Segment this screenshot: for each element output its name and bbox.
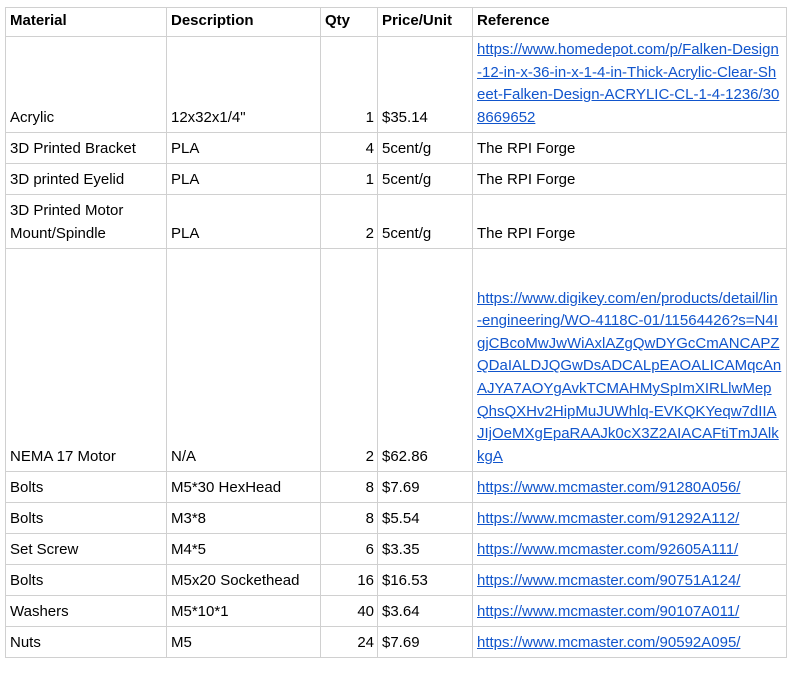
reference-cell[interactable] — [473, 164, 787, 195]
qty-cell[interactable]: 24 — [321, 627, 378, 658]
reference-cell[interactable] — [473, 472, 787, 503]
price-cell[interactable]: $62.86 — [378, 249, 473, 472]
description-cell[interactable]: M5*30 HexHead — [167, 472, 321, 503]
header-description[interactable]: Description — [167, 8, 321, 37]
reference-link[interactable]: https://www.mcmaster.com/90592A095/ — [477, 633, 741, 651]
description-cell[interactable]: PLA — [167, 164, 321, 195]
price-cell[interactable]: $16.53 — [378, 565, 473, 596]
reference-cell[interactable] — [473, 133, 787, 164]
header-reference[interactable]: Reference — [473, 8, 787, 37]
material-cell[interactable]: Nuts — [6, 627, 167, 658]
material-cell[interactable]: NEMA 17 Motor — [6, 249, 167, 472]
table-row — [6, 164, 787, 195]
reference-cell[interactable] — [473, 565, 787, 596]
reference-link[interactable]: https://www.homedepot.com/p/Falken-Design-12-in-x-36-in-x-1-4-in-Thick-Acrylic-Clear-Sheet-Falken-Design-ACRYLIC-CL-1-4-1236/308669652 — [477, 41, 780, 126]
table-row — [6, 133, 787, 164]
table-row — [6, 565, 787, 596]
description-cell[interactable]: PLA — [167, 195, 321, 249]
material-cell[interactable]: 3D Printed Motor Mount/Spindle — [6, 195, 167, 249]
qty-cell[interactable]: 2 — [321, 249, 378, 472]
description-cell[interactable]: M5x20 Sockethead — [167, 565, 321, 596]
description-cell[interactable]: M5 — [167, 627, 321, 658]
table-row — [6, 472, 787, 503]
reference-cell[interactable] — [473, 534, 787, 565]
table-row — [6, 249, 787, 472]
reference-link[interactable]: https://www.digikey.com/en/products/detail/lin-engineering/WO-4118C-01/11564426?s=N4IgjCBcoMwJwWiAxlAZgQwDYGcCmANCAPZQDaIALDJQGwDsADCALpEAOALICAMqcAnAJYA7AOYgAvkTCMAHMySpImXIRLlwMepQhsQXHv2HipMuJUWhlq-EVKQKYeqw7dIIAJIjOeMXgEpaRAAJk0cX3Z2AIACAFtiTmJAlkkgA — [477, 289, 782, 465]
qty-cell[interactable]: 8 — [321, 503, 378, 534]
description-cell[interactable]: M4*5 — [167, 534, 321, 565]
material-cell[interactable]: Washers — [6, 596, 167, 627]
parts-table — [5, 7, 787, 658]
material-cell[interactable]: Set Screw — [6, 534, 167, 565]
table-row — [6, 37, 787, 133]
description-cell[interactable]: M3*8 — [167, 503, 321, 534]
reference-link[interactable]: https://www.mcmaster.com/91280A056/ — [477, 478, 741, 496]
price-cell[interactable]: 5cent/g — [378, 195, 473, 249]
material-cell[interactable]: Bolts — [6, 565, 167, 596]
qty-cell[interactable]: 8 — [321, 472, 378, 503]
table-row — [6, 503, 787, 534]
price-cell[interactable]: 5cent/g — [378, 133, 473, 164]
description-cell[interactable]: N/A — [167, 249, 321, 472]
header-price-unit[interactable]: Price/Unit — [378, 8, 473, 37]
table-row — [6, 534, 787, 565]
reference-text: The RPI Forge — [477, 139, 576, 157]
reference-cell[interactable] — [473, 37, 787, 133]
header-row — [6, 8, 787, 37]
reference-link[interactable]: https://www.mcmaster.com/90107A011/ — [477, 602, 740, 620]
material-cell[interactable]: Bolts — [6, 472, 167, 503]
reference-cell[interactable] — [473, 627, 787, 658]
price-cell[interactable]: $5.54 — [378, 503, 473, 534]
material-cell[interactable]: 3D Printed Bracket — [6, 133, 167, 164]
reference-text: The RPI Forge — [477, 170, 576, 188]
table-row — [6, 627, 787, 658]
material-cell[interactable]: 3D printed Eyelid — [6, 164, 167, 195]
material-cell[interactable]: Acrylic — [6, 37, 167, 133]
reference-link[interactable]: https://www.mcmaster.com/90751A124/ — [477, 571, 741, 589]
qty-cell[interactable]: 6 — [321, 534, 378, 565]
reference-cell[interactable] — [473, 249, 787, 472]
header-material[interactable]: Material — [6, 8, 167, 37]
material-cell[interactable]: Bolts — [6, 503, 167, 534]
qty-cell[interactable]: 4 — [321, 133, 378, 164]
price-cell[interactable]: $3.35 — [378, 534, 473, 565]
qty-cell[interactable]: 2 — [321, 195, 378, 249]
reference-cell[interactable] — [473, 503, 787, 534]
price-cell[interactable]: $7.69 — [378, 627, 473, 658]
reference-cell[interactable] — [473, 596, 787, 627]
description-cell[interactable]: PLA — [167, 133, 321, 164]
table-row — [6, 195, 787, 249]
table-row — [6, 596, 787, 627]
description-cell[interactable]: M5*10*1 — [167, 596, 321, 627]
qty-cell[interactable]: 40 — [321, 596, 378, 627]
price-cell[interactable]: 5cent/g — [378, 164, 473, 195]
qty-cell[interactable]: 16 — [321, 565, 378, 596]
description-cell[interactable]: 12x32x1/4" — [167, 37, 321, 133]
reference-link[interactable]: https://www.mcmaster.com/91292A112/ — [477, 509, 740, 527]
reference-text: The RPI Forge — [477, 224, 576, 242]
header-qty[interactable]: Qty — [321, 8, 378, 37]
price-cell[interactable]: $35.14 — [378, 37, 473, 133]
reference-link[interactable]: https://www.mcmaster.com/92605A111/ — [477, 540, 739, 558]
reference-cell[interactable] — [473, 195, 787, 249]
price-cell[interactable]: $3.64 — [378, 596, 473, 627]
price-cell[interactable]: $7.69 — [378, 472, 473, 503]
qty-cell[interactable]: 1 — [321, 164, 378, 195]
qty-cell[interactable]: 1 — [321, 37, 378, 133]
